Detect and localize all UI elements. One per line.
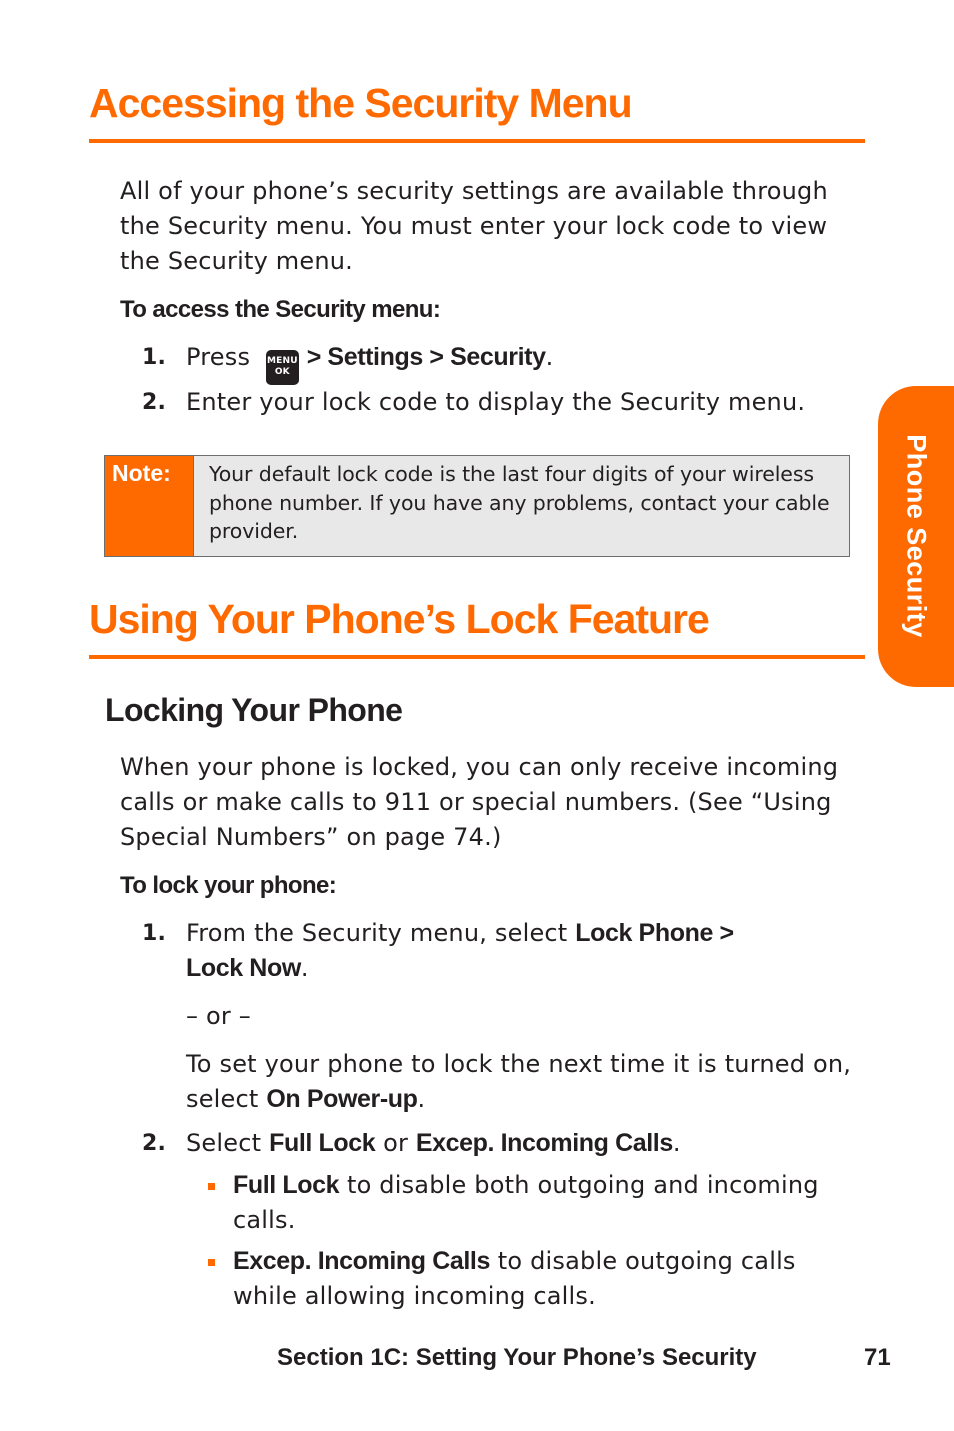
step-number: 2. [142,1131,167,1156]
bullet-rest: to disable both outgoing and incoming calls. [233,1171,819,1234]
bullet-text [233,1244,833,1314]
alt-bold: On Power-up [266,1085,418,1113]
note-label: Note: [105,456,194,556]
lock-intro-paragraph: When your phone is locked, you can only receive incoming calls or make calls to 911 or special numbers. (See “Using Special Numbers” on page 74.) [120,753,839,851]
bullet-square-icon [208,1183,215,1190]
section-title-lock-feature: Using Your Phone’s Lock Feature [89,596,709,642]
section-title-security-menu: Accessing the Security Menu [89,80,632,126]
step-text [186,916,786,986]
step-text [186,1126,866,1161]
side-tab-label: Phone Security [901,434,932,638]
title-rule [89,139,865,143]
bullet-bold: Full Lock [233,1171,340,1199]
chapter-side-tab [878,386,954,687]
note-box [104,455,850,557]
step-text: Enter your lock code to display the Security menu. [186,388,806,416]
step-post: . [545,343,554,371]
access-procedure-lead: To access the Security menu: [120,296,441,323]
title-rule [89,655,865,659]
step-bold-1: Full Lock [269,1129,376,1157]
alt-post: . [417,1085,426,1113]
step-pre: Select [186,1129,262,1157]
bullet-rest: to disable outgoing calls while allowing incoming calls. [233,1247,796,1310]
step-mid: or [383,1129,409,1157]
step-pre: From the Security menu, select [186,919,568,947]
key-line-1: MENU [266,356,298,366]
step-number: 2. [142,390,167,415]
step-pre: Press [186,343,251,371]
step-bold-2: Lock Now [186,954,301,982]
bullet-text [233,1168,833,1238]
step-bold-1: Lock Phone > [575,919,734,947]
alt-step-text [186,1047,876,1117]
alt-pre: To set your phone to lock the next time it is turned on, select [186,1050,852,1113]
step-post: . [300,954,309,982]
lock-procedure-lead: To lock your phone: [120,872,337,899]
step-bold-2: Excep. Incoming Calls [415,1129,673,1157]
menu-ok-key-icon [266,350,299,385]
footer-section-title: Section 1C: Setting Your Phone’s Security [277,1344,757,1371]
or-separator: – or – [186,1002,252,1030]
step-text [186,340,866,385]
note-text: Your default lock code is the last four digits of your wireless phone number. If you have any problems, contact your cable provider. [209,462,830,543]
step-number: 1. [142,921,167,946]
bullet-square-icon [208,1259,215,1266]
step-number: 1. [142,345,167,370]
security-intro-paragraph: All of your phone’s security settings are available through the Security menu. You must enter your lock code to view the Security menu. [120,177,828,275]
bullet-bold: Excep. Incoming Calls [233,1247,490,1275]
step-post: . [672,1129,681,1157]
subheading-locking-phone: Locking Your Phone [105,692,403,728]
page-number: 71 [864,1344,891,1371]
step-menu-path: > Settings > Security [306,343,546,371]
key-line-2: OK [274,367,290,377]
